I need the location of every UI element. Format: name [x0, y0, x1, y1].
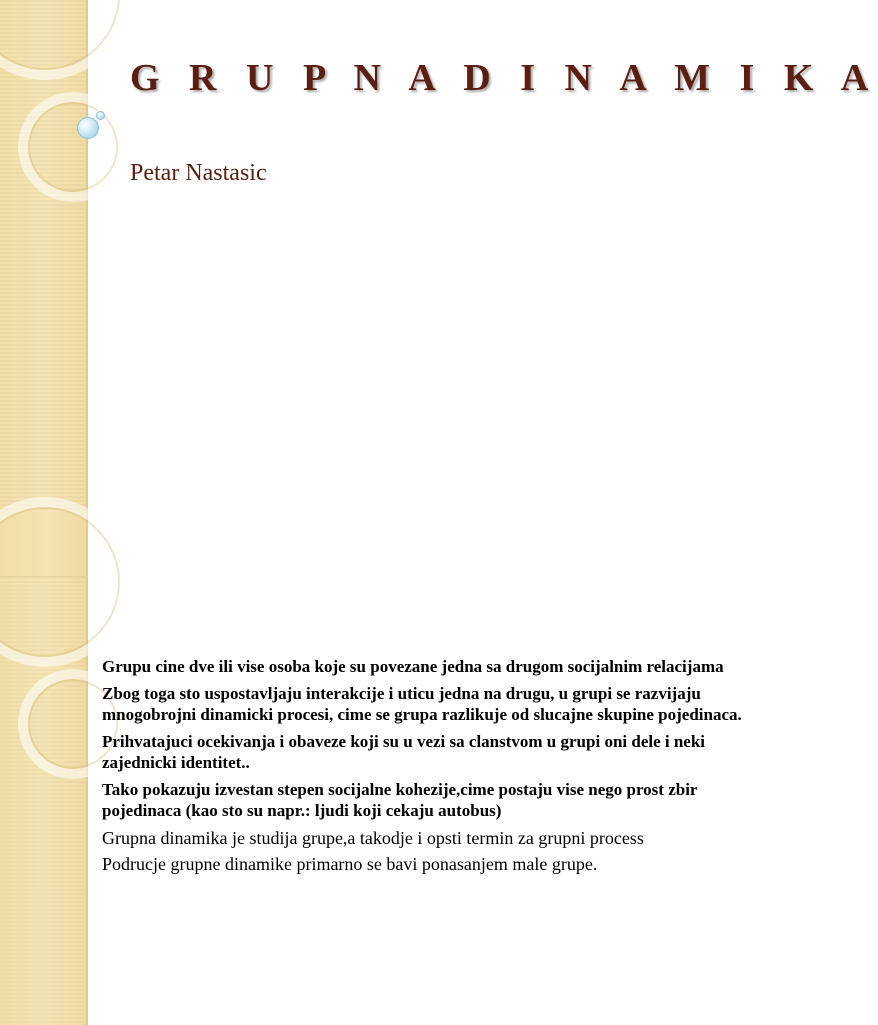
- body-paragraph: Grupna dinamika je studija grupe,a takodje i opsti termin za grupni process: [102, 828, 644, 848]
- slide-body: [102, 656, 754, 879]
- decorative-strip-top: [0, 0, 88, 512]
- body-paragraph: Podrucje grupne dinamike primarno se bavi ponasanjem male grupe.: [102, 854, 598, 874]
- body-paragraph: Grupu cine dve ili vise osoba koje su povezane jedna sa drugom socijalnim relacijama: [102, 657, 724, 676]
- ring-decoration: [0, 0, 130, 80]
- bubble-decoration: [77, 117, 99, 139]
- bubble-decoration: [96, 111, 105, 120]
- body-paragraph: Tako pokazuju izvestan stepen socijalne kohezije,cime postaju vise nego prost zbir pojedinaca (kao sto su napr.: ljudi koji cekaju autobus): [102, 780, 698, 820]
- decorative-strip-bottom: [0, 576, 88, 1025]
- ring-decoration: [0, 497, 130, 667]
- author-name: Petar Nastasic: [130, 160, 267, 186]
- body-paragraph: Prihvatajuci ocekivanja i obaveze koji su u vezi sa clanstvom u grupi oni dele i neki zajednicki identitet..: [102, 732, 706, 772]
- slide-title: G R U P N A D I N A M I K A: [130, 57, 878, 99]
- ring-decoration: [18, 92, 128, 202]
- body-paragraph: Zbog toga sto uspostavljaju interakcije i uticu jedna na drugu, u grupi se razvijaju mnogobrojni dinamicki procesi, cime se grupa razlikuje od slucajne skupine pojedinaca.: [102, 684, 742, 724]
